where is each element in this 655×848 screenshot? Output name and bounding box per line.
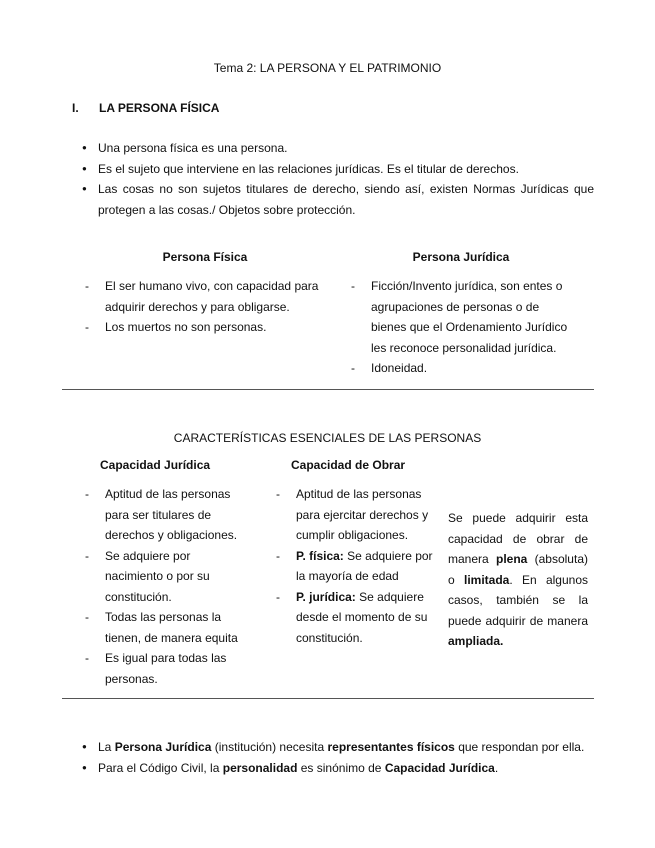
list-item bbox=[82, 737, 594, 758]
list-item bbox=[276, 587, 436, 649]
list-item bbox=[82, 758, 594, 779]
persona-juridica-column bbox=[351, 250, 591, 379]
section-number: I. bbox=[72, 101, 79, 115]
bold-text: Capacidad Jurídica bbox=[384, 760, 495, 775]
divider bbox=[62, 389, 594, 390]
bold-text: Persona Jurídica bbox=[114, 740, 212, 754]
list-item: ● Es el sujeto que interviene en las relaciones jurídicas. Es el titular de derechos. bbox=[82, 159, 594, 180]
list-item: - Aptitud de las personas para ser titulares de derechos y obligaciones. bbox=[85, 484, 245, 546]
persona-fisica-heading: Persona Física bbox=[162, 250, 248, 264]
list-item: - Todas las personas la tienen, de manera equita bbox=[85, 607, 245, 648]
note-bold-plena: plena bbox=[495, 552, 528, 566]
capacidad-obrar-column bbox=[276, 458, 436, 648]
capacidad-juridica-column bbox=[85, 458, 245, 689]
text: Para el Código Civil, la bbox=[98, 760, 223, 775]
note-bold-limitada: limitada bbox=[463, 572, 510, 587]
p-fisica-label: P. física: bbox=[296, 548, 344, 563]
note-bold-ampliada: ampliada. bbox=[448, 634, 504, 648]
p-juridica-label: P. jurídica: bbox=[296, 589, 356, 604]
list-item: - Aptitud de las personas para ejercitar derechos y cumplir obligaciones. bbox=[276, 484, 436, 546]
list-item bbox=[276, 546, 436, 587]
list-item: - El ser humano vivo, con capacidad para adquirir derechos y para obligarse. bbox=[85, 276, 325, 317]
persona-juridica-heading: Persona Jurídica bbox=[412, 250, 510, 264]
persona-juridica-list bbox=[351, 276, 571, 379]
capacidad-obrar-heading: Capacidad de Obrar bbox=[291, 458, 406, 472]
note-text: (absoluta) o bbox=[448, 552, 588, 587]
bold-text: representantes físicos bbox=[327, 740, 455, 754]
persona-fisica-column bbox=[85, 250, 325, 338]
list-item: ● Las cosas no son sujetos titulares de derecho, siendo así, existen Normas Jurídicas que protegen a las cosas./ Objetos sobre protección. bbox=[82, 179, 594, 220]
text: La bbox=[98, 740, 115, 754]
divider bbox=[62, 698, 594, 699]
text: (institución) necesita bbox=[211, 740, 328, 754]
capacidad-juridica-list bbox=[85, 484, 245, 689]
note-text: . En algunos casos, también se la puede adquirir de manera bbox=[448, 572, 588, 628]
list-item: - Idoneidad. bbox=[351, 358, 571, 379]
intro-bullet-list bbox=[82, 138, 594, 220]
characteristics-title: CARACTERÍSTICAS ESENCIALES DE LAS PERSONAS bbox=[173, 431, 482, 445]
list-item: - Es igual para todas las personas. bbox=[85, 648, 245, 689]
closing-bullet-list bbox=[82, 737, 594, 778]
list-item: - Los muertos no son personas. bbox=[85, 317, 325, 338]
section-heading bbox=[72, 101, 219, 115]
note-text: Se puede adquirir esta capacidad de obrar de manera bbox=[448, 511, 588, 566]
capacidad-note bbox=[448, 508, 588, 652]
page-title: Tema 2: LA PERSONA Y EL PATRIMONIO bbox=[213, 61, 442, 75]
persona-fisica-list bbox=[85, 276, 325, 338]
capacidad-juridica-heading: Capacidad Jurídica bbox=[100, 458, 211, 472]
text: que respondan por ella. bbox=[454, 740, 585, 754]
list-item: - Ficción/Invento jurídica, son entes o agrupaciones de personas o de bienes que el Ordenamiento Jurídico les reconoce personalidad jurídica. bbox=[351, 276, 571, 358]
section-title: LA PERSONA FÍSICA bbox=[99, 101, 220, 115]
list-item: ● Una persona física es una persona. bbox=[82, 138, 594, 159]
p-juridica-text: Se adquiere desde el momento de su constitución. bbox=[296, 589, 428, 645]
bold-text: personalidad bbox=[222, 760, 298, 775]
p-fisica-text: Se adquiere por la mayoría de edad bbox=[296, 548, 433, 583]
text: es sinónimo de bbox=[297, 760, 385, 775]
capacidad-obrar-list bbox=[276, 484, 436, 648]
text: . bbox=[494, 760, 499, 775]
list-item: - Se adquiere por nacimiento o por su constitución. bbox=[85, 546, 245, 608]
